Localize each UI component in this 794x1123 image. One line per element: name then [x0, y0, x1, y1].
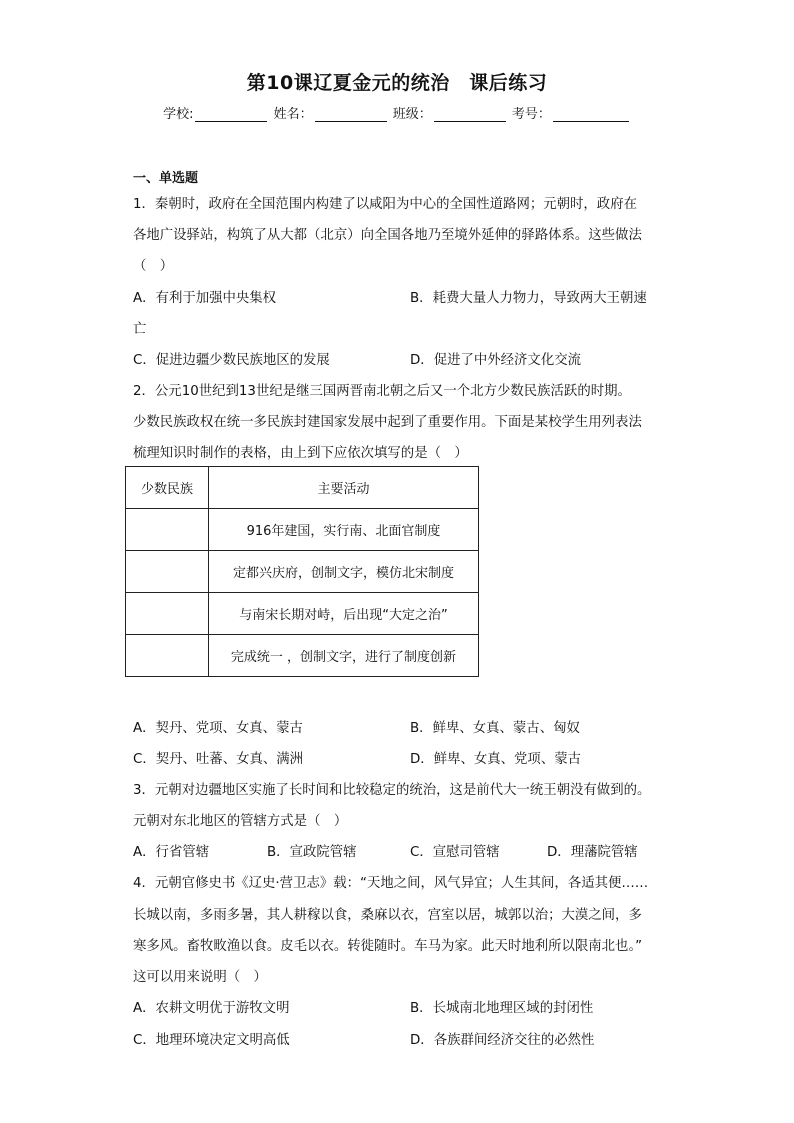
q1-option-c[interactable]: C．促进边疆少数民族地区的发展: [133, 353, 330, 368]
q1-option-d[interactable]: D．促进了中外经济文化交流: [410, 353, 581, 368]
school-label: 学校:: [163, 107, 194, 122]
school-blank[interactable]: [195, 107, 267, 122]
q1-line-2: 各地广设驿站，构筑了从大都（北京）向全国各地乃至境外延伸的驿路体系。这些做法: [133, 228, 642, 243]
exam-number-label: 考号：: [511, 107, 551, 122]
table-row: [126, 593, 479, 635]
q3-line-1: 3．元朝对边疆地区实施了长时间和比较稳定的统治，这是前代大一统王朝没有做到的。: [133, 783, 651, 798]
table-cell: 定都兴庆府，创制文字，模仿北宋制度: [209, 551, 479, 593]
name-label: 姓名：: [273, 107, 313, 122]
q2-option-a[interactable]: A．契丹、党项、女真、蒙古: [133, 721, 303, 736]
q4-option-c[interactable]: C．地理环境决定文明高低: [133, 1033, 290, 1048]
table-row: [126, 635, 479, 677]
q2-line-1: 2．公元10世纪到13世纪是继三国两晋南北朝之后又一个北方少数民族活跃的时期。: [133, 384, 631, 399]
table-header-row: [126, 467, 479, 509]
q3-line-2: 元朝对东北地区的管辖方式是（ ）: [133, 814, 348, 829]
table-cell-blank[interactable]: [126, 593, 209, 635]
q2-line-2: 少数民族政权在统一多民族封建国家发展中起到了重要作用。下面是某校学生用列表法: [133, 415, 642, 430]
q3-option-d[interactable]: D．理藩院管辖: [547, 845, 638, 860]
section-title: 一、单选题: [133, 171, 199, 186]
q4-line-3: 寒多风。畜牧畋渔以食。皮毛以衣。转徙随时。车马为家。此天时地利所以限南北也。”: [133, 939, 643, 954]
ethnic-groups-table: [125, 466, 479, 677]
table-cell-blank[interactable]: [126, 551, 209, 593]
name-blank[interactable]: [315, 107, 387, 122]
table-header-cell: 主要活动: [209, 467, 479, 509]
exam-number-blank[interactable]: [553, 107, 629, 122]
q2-option-b[interactable]: B．鲜卑、女真、蒙古、匈奴: [410, 721, 580, 736]
q4-line-1: 4．元朝官修史书《辽史·营卫志》载：“天地之间，风气异宜；人生其间，各适其便……: [133, 876, 649, 891]
q1-option-b-continued: 亡: [133, 322, 147, 337]
q2-option-c[interactable]: C．契丹、吐蕃、女真、满洲: [133, 752, 304, 767]
q1-line-3: （ ）: [133, 259, 174, 274]
table-row: [126, 509, 479, 551]
class-blank[interactable]: [434, 107, 506, 122]
table-header-cell: 少数民族: [126, 467, 209, 509]
q2-option-d[interactable]: D．鲜卑、女真、党项、蒙古: [410, 752, 581, 767]
class-label: 班级：: [392, 107, 432, 122]
q3-option-a[interactable]: A．行省管辖: [133, 845, 210, 860]
q4-option-a[interactable]: A．农耕文明优于游牧文明: [133, 1001, 290, 1016]
q1-line-1: 1．秦朝时，政府在全国范围内构建了以咸阳为中心的全国性道路网；元朝时，政府在: [133, 197, 637, 212]
page-title: 第10课辽夏金元的统治 课后练习: [246, 72, 548, 94]
q4-line-4: 这可以用来说明（ ）: [133, 970, 267, 985]
q2-line-3: 梳理知识时制作的表格，由上到下应依次填写的是（ ）: [133, 446, 468, 461]
table-cell: 与南宋长期对峙，后出现“大定之治”: [209, 593, 479, 635]
q1-option-a[interactable]: A．有利于加强中央集权: [133, 291, 277, 306]
table-row: [126, 551, 479, 593]
table-cell: 916年建国，实行南、北面官制度: [209, 509, 479, 551]
student-info-line: [0, 103, 794, 122]
q4-line-2: 长城以南，多雨多暑，其人耕稼以食，桑麻以衣，宫室以居，城郭以治；大漠之间，多: [133, 908, 642, 923]
q3-option-c[interactable]: C．宣慰司管辖: [410, 845, 500, 860]
table-cell: 完成统一 ，创制文字，进行了制度创新: [209, 635, 479, 677]
q1-option-b[interactable]: B．耗费大量人力物力，导致两大王朝速: [410, 291, 647, 306]
table-cell-blank[interactable]: [126, 509, 209, 551]
table-cell-blank[interactable]: [126, 635, 209, 677]
q3-option-b[interactable]: B．宣政院管辖: [267, 845, 357, 860]
q4-option-d[interactable]: D．各族群间经济交往的必然性: [410, 1033, 595, 1048]
q4-option-b[interactable]: B．长城南北地理区域的封闭性: [410, 1001, 594, 1016]
